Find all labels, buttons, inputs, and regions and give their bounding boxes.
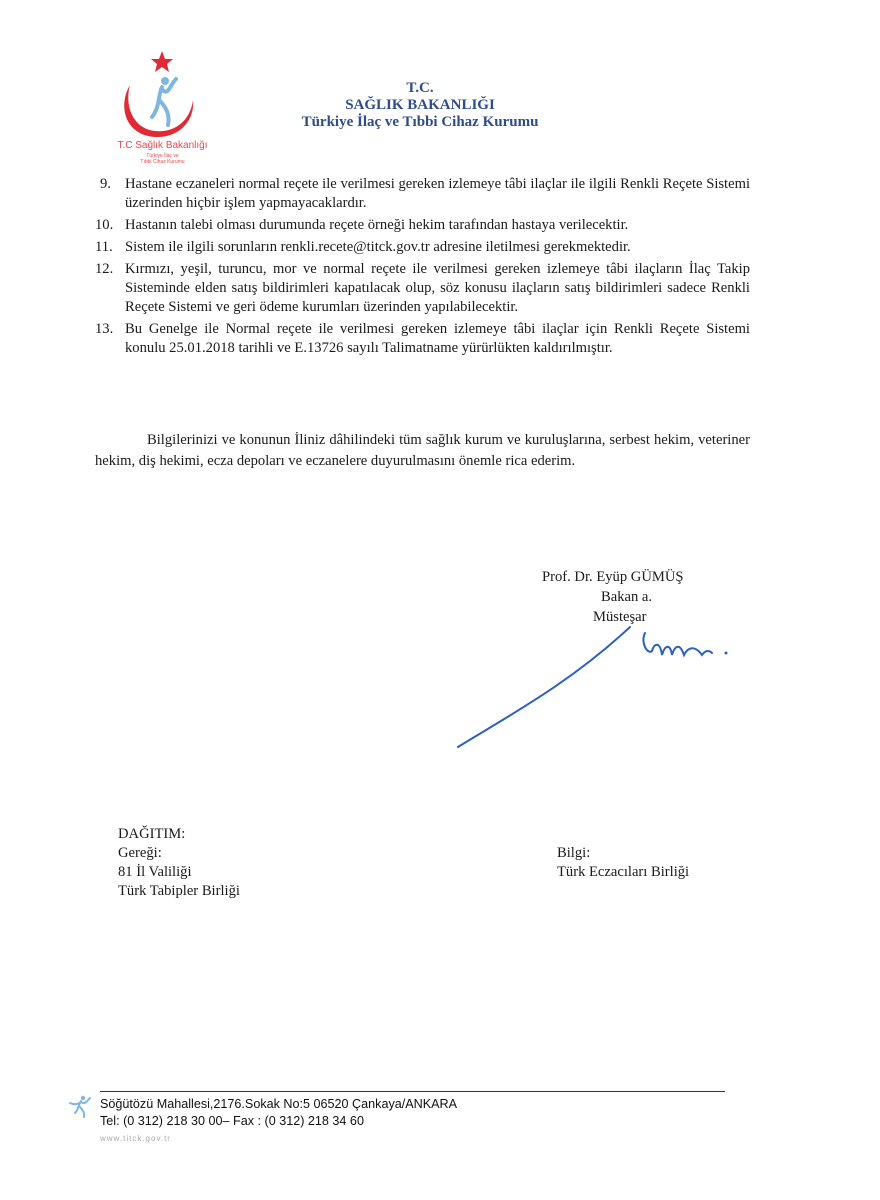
footer-phone: Tel: (0 312) 218 30 00– Fax : (0 312) 218 34 60 — [100, 1114, 364, 1128]
footer-contact — [100, 1096, 457, 1130]
list-item — [95, 260, 750, 317]
list-item — [95, 320, 750, 358]
header-line-3: Türkiye İlaç ve Tıbbi Cihaz Kurumu — [301, 114, 539, 130]
bilgi-block — [557, 844, 689, 882]
numbered-list — [95, 175, 750, 361]
footer-address: Söğütözü Mahallesi,2176.Sokak No:5 06520 Çankaya/ANKARA — [100, 1097, 458, 1111]
item-number: 11. — [95, 239, 113, 255]
signatory-role-1: Bakan a. — [601, 589, 653, 605]
bilgi-label: Bilgi: — [557, 845, 591, 861]
ministry-logo — [100, 45, 225, 170]
distribution-block — [118, 825, 240, 901]
bilgi-item: Türk Eczacıları Birliği — [557, 864, 690, 880]
signatory-name: Prof. Dr. Eyüp GÜMÜŞ — [542, 569, 684, 585]
distribution-heading: DAĞITIM: — [118, 826, 186, 842]
letterhead — [270, 80, 570, 131]
item-text: Bu Genelge ile Normal reçete ile verilmesi gereken izlemeye tâbi ilaçlar için Renkli Reçete Sistemi konulu 25.01.2018 tarihli ve E.13726 sayılı Talimatname yürürlükten kaldırılmıştır. — [125, 321, 750, 356]
handwritten-signature — [440, 615, 760, 755]
list-item — [95, 216, 750, 235]
item-text: Hastanın talebi olması durumunda reçete örneği hekim tarafından hastaya verilecektir. — [125, 217, 629, 233]
gereği-item: Türk Tabipler Birliği — [118, 883, 240, 899]
item-number: 10. — [95, 217, 114, 233]
footer-website[interactable]: www.titck.gov.tr — [100, 1134, 171, 1143]
gereği-item: 81 İl Valiliği — [118, 864, 192, 880]
logo-figure-icon — [66, 1093, 92, 1119]
gereği-label: Gereği: — [118, 845, 162, 861]
header-line-2: SAĞLIK BAKANLIĞI — [345, 97, 495, 113]
logo-title: T.C Sağlık Bakanlığı — [117, 140, 208, 151]
closing-paragraph: Bilgilerinizi ve konunun İliniz dâhilindeki tüm sağlık kurum ve kuruluşlarına, serbest hekim, veteriner hekim, diş hekimi, ecza depoları ve eczanelere duyurulmasını önemle rica ederim. — [95, 432, 750, 469]
header-line-1: T.C. — [406, 80, 434, 96]
footer-divider — [100, 1091, 725, 1092]
list-item — [95, 238, 750, 257]
item-number: 13. — [95, 321, 114, 337]
signatory-role-2: Müsteşar — [593, 609, 647, 625]
star-icon — [151, 51, 173, 72]
logo-subtitle: Türkiye İlaç ve Tıbbi Cihaz Kurumu — [140, 153, 185, 165]
item-number: 12. — [95, 261, 114, 277]
item-text: Hastane eczaneleri normal reçete ile verilmesi gereken izlemeye tâbi ilaçlar ile ilgili Renkli Reçete Sistemi üzerinden hiçbir işlem yapmayacaklardır. — [125, 176, 750, 211]
item-text: Kırmızı, yeşil, turuncu, mor ve normal reçete ile verilmesi gereken izlemeye tâbi ilaçların İlaç Takip Sisteminde elden satış bildirimleri kapatılacak olup, söz konusu ilaçların satış bildirimleri sadece Renkli Reçete Sistemi ve geri ödeme kurumları üzerinden yapılabilecektir. — [125, 261, 750, 315]
item-text: Sistem ile ilgili sorunların renkli.recete@titck.gov.tr adresine iletilmesi gerekmektedir. — [125, 239, 631, 255]
list-item — [95, 175, 750, 213]
item-number: 9. — [100, 176, 111, 192]
